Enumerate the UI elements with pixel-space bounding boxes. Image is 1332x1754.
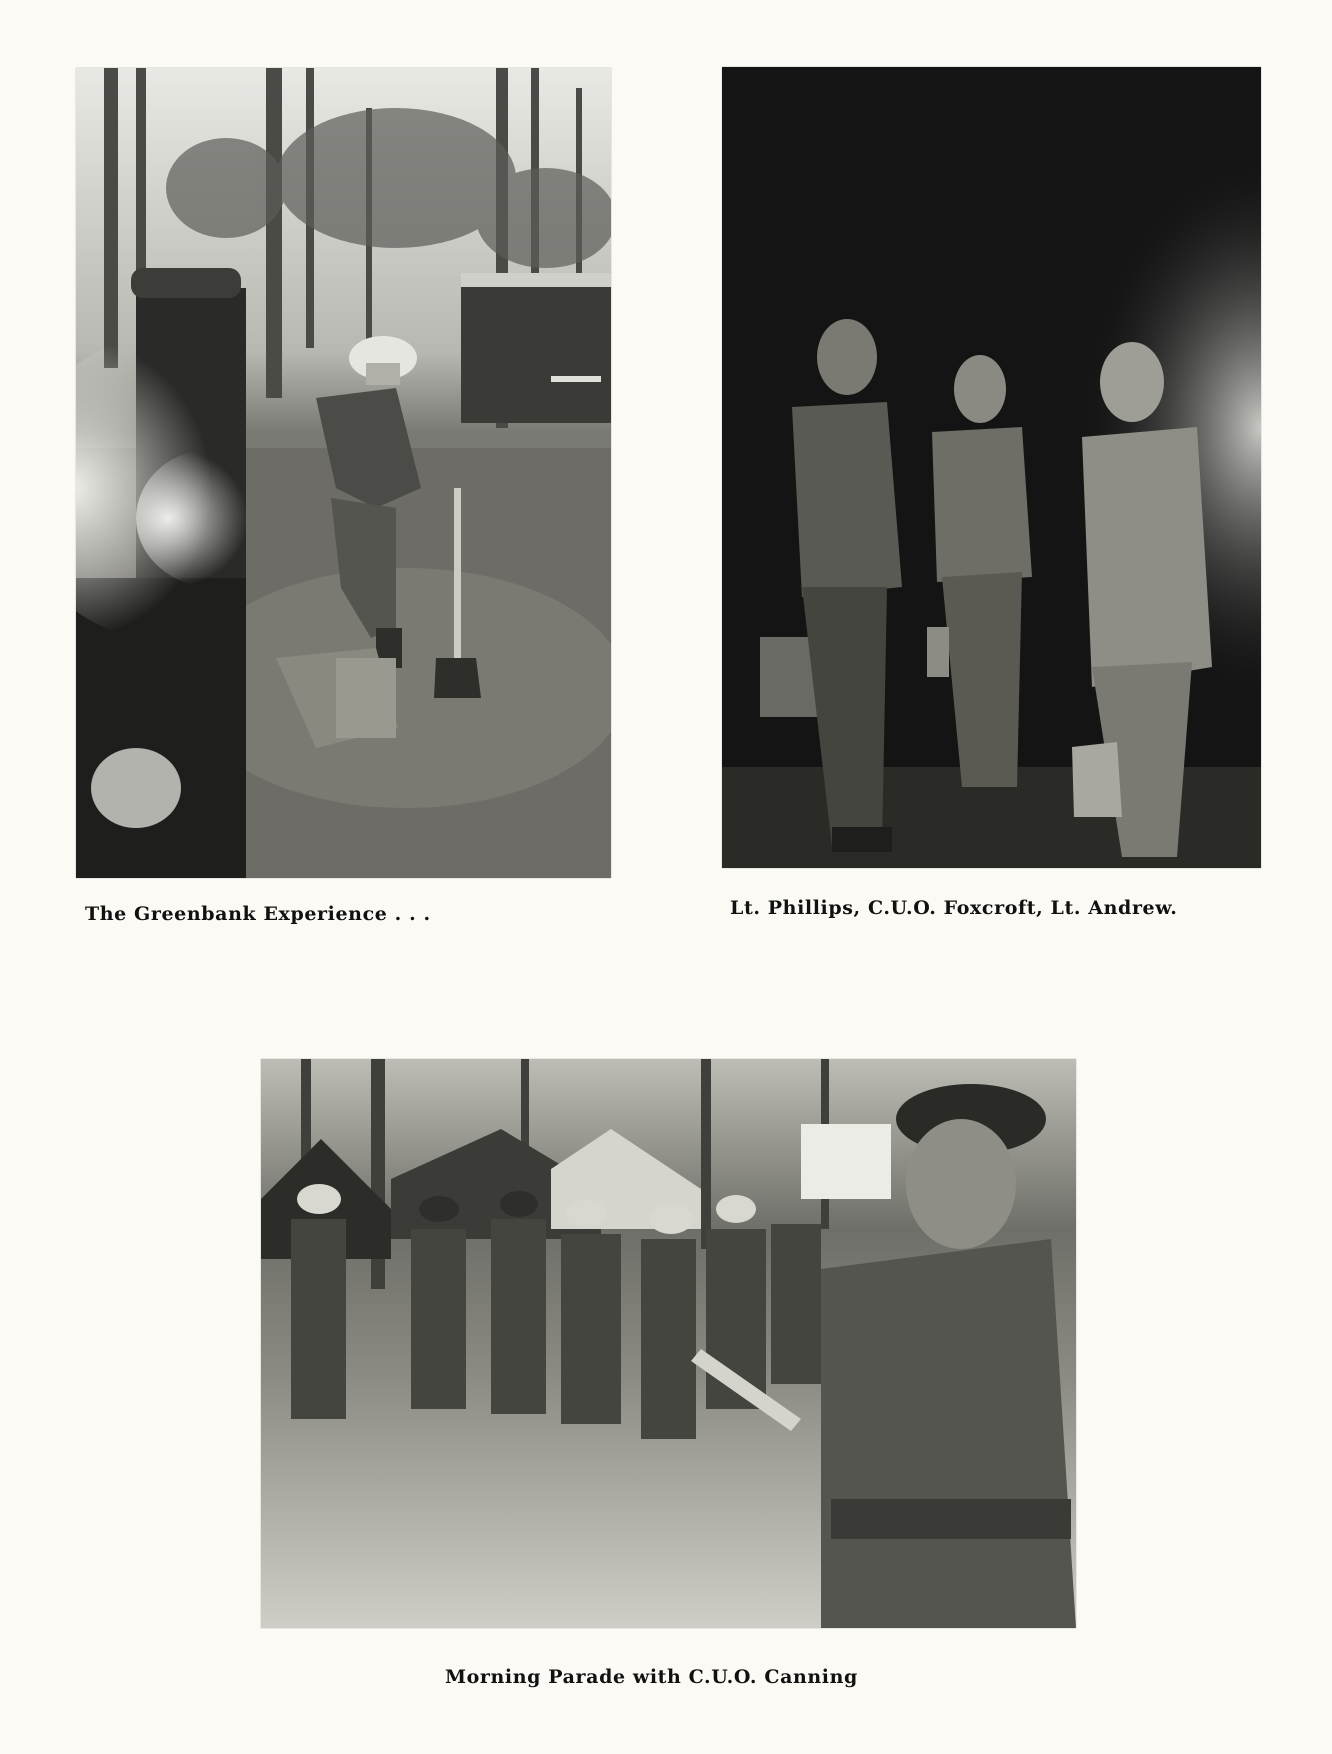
photo-officers-image xyxy=(722,67,1261,868)
photo-morning-parade xyxy=(261,1059,1076,1628)
photo-woodchopping-image xyxy=(76,68,611,878)
photo-parade-image xyxy=(261,1059,1076,1628)
photo-officers xyxy=(722,67,1261,868)
photo-greenbank-experience xyxy=(76,68,611,878)
photo-caption: The Greenbank Experience . . . xyxy=(85,903,431,925)
photo-caption: Morning Parade with C.U.O. Canning xyxy=(445,1666,858,1688)
photo-caption: Lt. Phillips, C.U.O. Foxcroft, Lt. Andrew. xyxy=(730,897,1178,919)
